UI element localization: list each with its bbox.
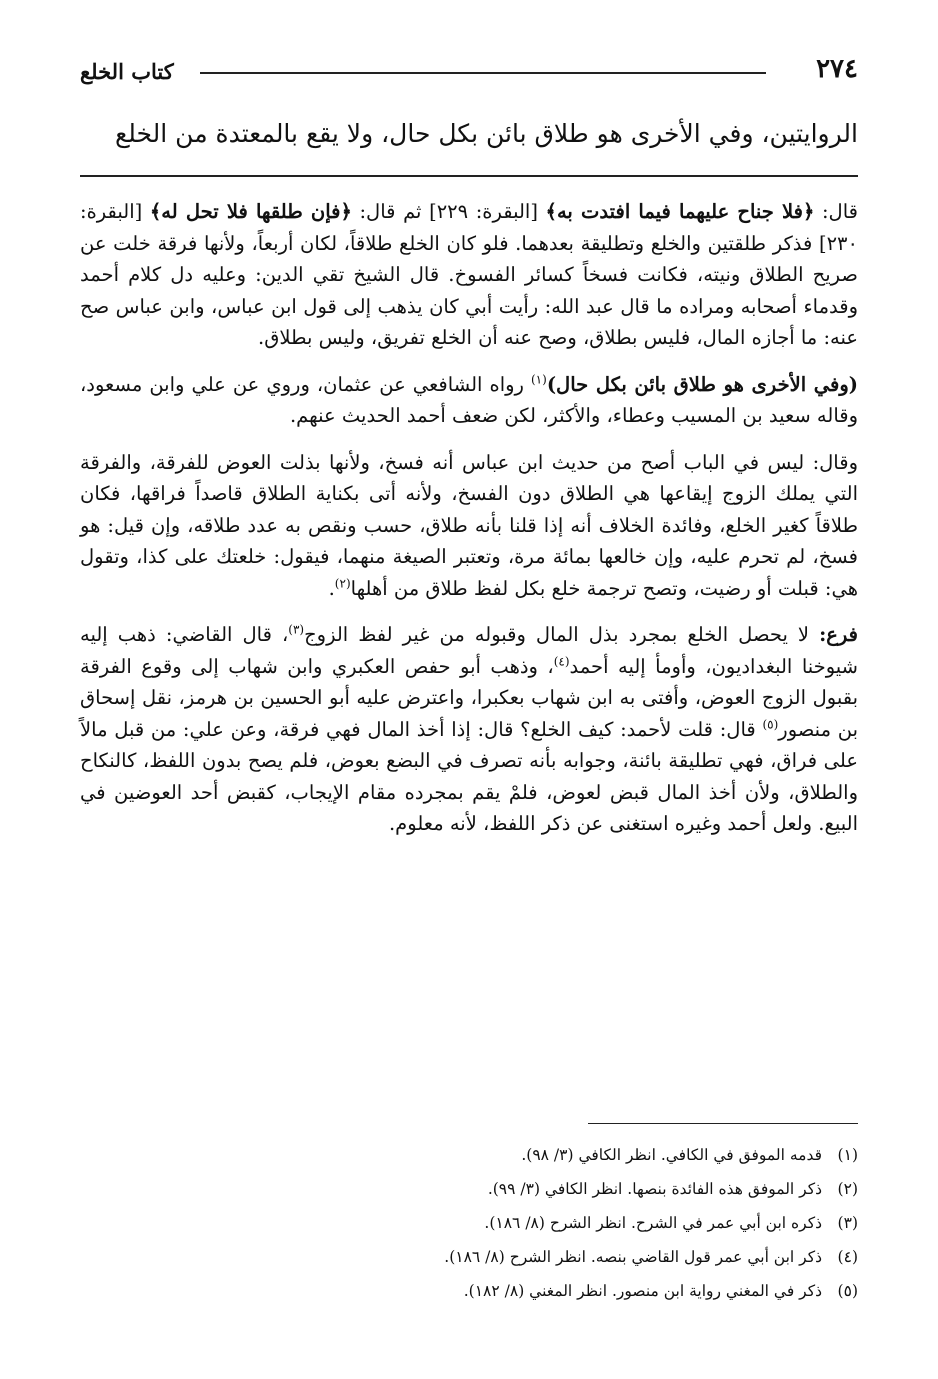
footnote-item xyxy=(80,1206,858,1240)
footnote-item xyxy=(80,1172,858,1206)
footnote-divider xyxy=(588,1123,858,1124)
footnote-ref-4: (٤) xyxy=(553,654,570,668)
main-text-divider xyxy=(80,175,858,177)
footnote-text: ذكر في المغني رواية ابن منصور. انظر المغني (٨/ ١٨٢). xyxy=(463,1282,822,1300)
p4-text-b: لا يحصل الخلع بمجرد بذل المال وقبوله من غير لفظ الزوج xyxy=(304,623,820,646)
commentary-paragraph-1 xyxy=(80,196,858,354)
p4-text-c: ، قال القاضي: ذهب إليه شيوخنا البغداديون، وأومأ إليه أحمد xyxy=(80,623,858,678)
p4-heading: فرع: xyxy=(819,623,858,646)
header-rule xyxy=(200,72,766,74)
footnote-text: ذكره ابن أبي عمر في الشرح. انظر الشرح (٨/ ١٨٦). xyxy=(484,1214,822,1232)
footnote-item xyxy=(80,1274,858,1308)
p1-text-c: [البقرة: ٢٢٩] ثم قال: xyxy=(351,200,546,223)
footnote-ref-2: (٢) xyxy=(334,576,351,590)
footnote-ref-3: (٣) xyxy=(288,622,305,637)
footnote-ref-1: (١) xyxy=(530,372,547,386)
footnote-number: (٤) xyxy=(837,1248,858,1266)
footnote-number: (٢) xyxy=(837,1180,858,1198)
footnote-number: (١) xyxy=(837,1146,858,1164)
main-text-line: الروايتين، وفي الأخرى هو طلاق بائن بكل حال، ولا يقع بالمعتدة من الخلع xyxy=(114,119,858,148)
page-header xyxy=(80,52,858,98)
footnote-ref-5: (٥) xyxy=(762,717,779,731)
p3-text-b: . xyxy=(328,576,335,600)
footnotes xyxy=(80,1138,858,1308)
commentary-paragraph-4 xyxy=(80,619,858,840)
commentary-paragraph-3 xyxy=(80,447,858,605)
footnote-number: (٣) xyxy=(837,1214,858,1232)
p4-text-d: ، وذهب أبو حفص العكبري وابن شهاب إلى وقوع الفرقة بقبول الزوج العوض، وأفتى به ابن شهاب بعكبرا، واعترض عليه أبو الحسين بن هرمز، نقل إسحاق بن منصور xyxy=(80,654,859,741)
p1-quran-quote-1: ﴿فلا جناح عليهما فيما افتدت به﴾ xyxy=(545,200,815,223)
footnote-text: ذكر الموفق هذه الفائدة بنصها. انظر الكافي (٣/ ٩٩). xyxy=(487,1180,822,1198)
p2-quoted-matn: (وفي الأخرى هو طلاق بائن بكل حال) xyxy=(546,372,858,396)
footnote-item xyxy=(80,1240,858,1274)
footnote-text: قدمه الموفق في الكافي. انظر الكافي (٣/ ٩٨). xyxy=(521,1146,822,1164)
footnote-item xyxy=(80,1138,858,1172)
page-number: ٢٧٤ xyxy=(816,54,858,84)
footnote-text: ذكر ابن أبي عمر قول القاضي بنصه. انظر الشرح (٨/ ١٨٦). xyxy=(444,1248,822,1266)
p4-text-e: قال: قلت لأحمد: كيف الخلع؟ قال: إذا أخذ المال فهي فرقة، وعن علي: من قبل مالاً على فراق، فهي تطليقة بائنة، وجوابه بأنه تصرف في البضع بعوض، فلم يصح بدون اللفظ، كالنكاح والطلاق، ولأن أخذ المال قبض لعوض، فلمْ يقم بمجرده مقام الإيجاب، كقبض أحد العوضين في البيع. ولعل أحمد وغيره استغنى عن ذكر اللفظ، لأنه معلوم. xyxy=(80,717,858,835)
p1-text-e: [البقرة: ٢٣٠] فذكر طلقتين والخلع وتطليقة بعدهما. فلو كان الخلع طلاقاً، لكان أربعاً، ولأنها فرقة خلت عن صريح الطلاق ونيته، فكانت فسخاً كسائر الفسوخ. قال الشيخ تقي الدين: وعليه دل كلام أحمد وقدماء أصحابه ومراده ما قال عبد الله: رأيت أبي كان يذهب إلى قول ابن عباس، وابن عباس صح عنه: ما أجازه المال، فليس بطلاق، وصح عنه أن الخلع تفريق، وليس بطلاق. xyxy=(80,200,858,349)
p3-text-a: وقال: ليس في الباب أصح من حديث ابن عباس أنه فسخ، ولأنها بذلت العوض للفرقة، والفرقة التي يملك الزوج إيقاعها هي الطلاق دون الفسخ، ولأنه أتى بكناية الطلاق قاصداً فراقها، فكان طلاقاً كغير الخلع، وفائدة الخلاف أنه إذا قلنا بأنه طلاق، حسب ونقص به عدد طلاقه، وإن قيل: هو فسخ، لم تحرم عليه، وإن خالعها بمائة مرة، وتعتبر الصيغة منهما، فيقول: خلعتك على كذا، وتقول هي: قبلت أو رضيت، وتصح ترجمة خلع بكل لفظ طلاق من أهلها xyxy=(80,450,858,600)
p1-quran-quote-2: ﴿فإن طلقها فلا تحل له﴾ xyxy=(149,200,352,223)
running-title: كتاب الخلع xyxy=(80,59,174,84)
p2-text-b: رواه الشافعي عن عثمان، وروي عن علي وابن مسعود، وقاله سعيد بن المسيب وعطاء، والأكثر، لكن ضعف أحمد الحديث عنهم. xyxy=(80,372,858,427)
p1-text-a: قال: xyxy=(814,200,858,223)
footnote-number: (٥) xyxy=(837,1282,858,1300)
commentary-paragraph-2 xyxy=(80,369,858,432)
commentary xyxy=(80,196,858,855)
